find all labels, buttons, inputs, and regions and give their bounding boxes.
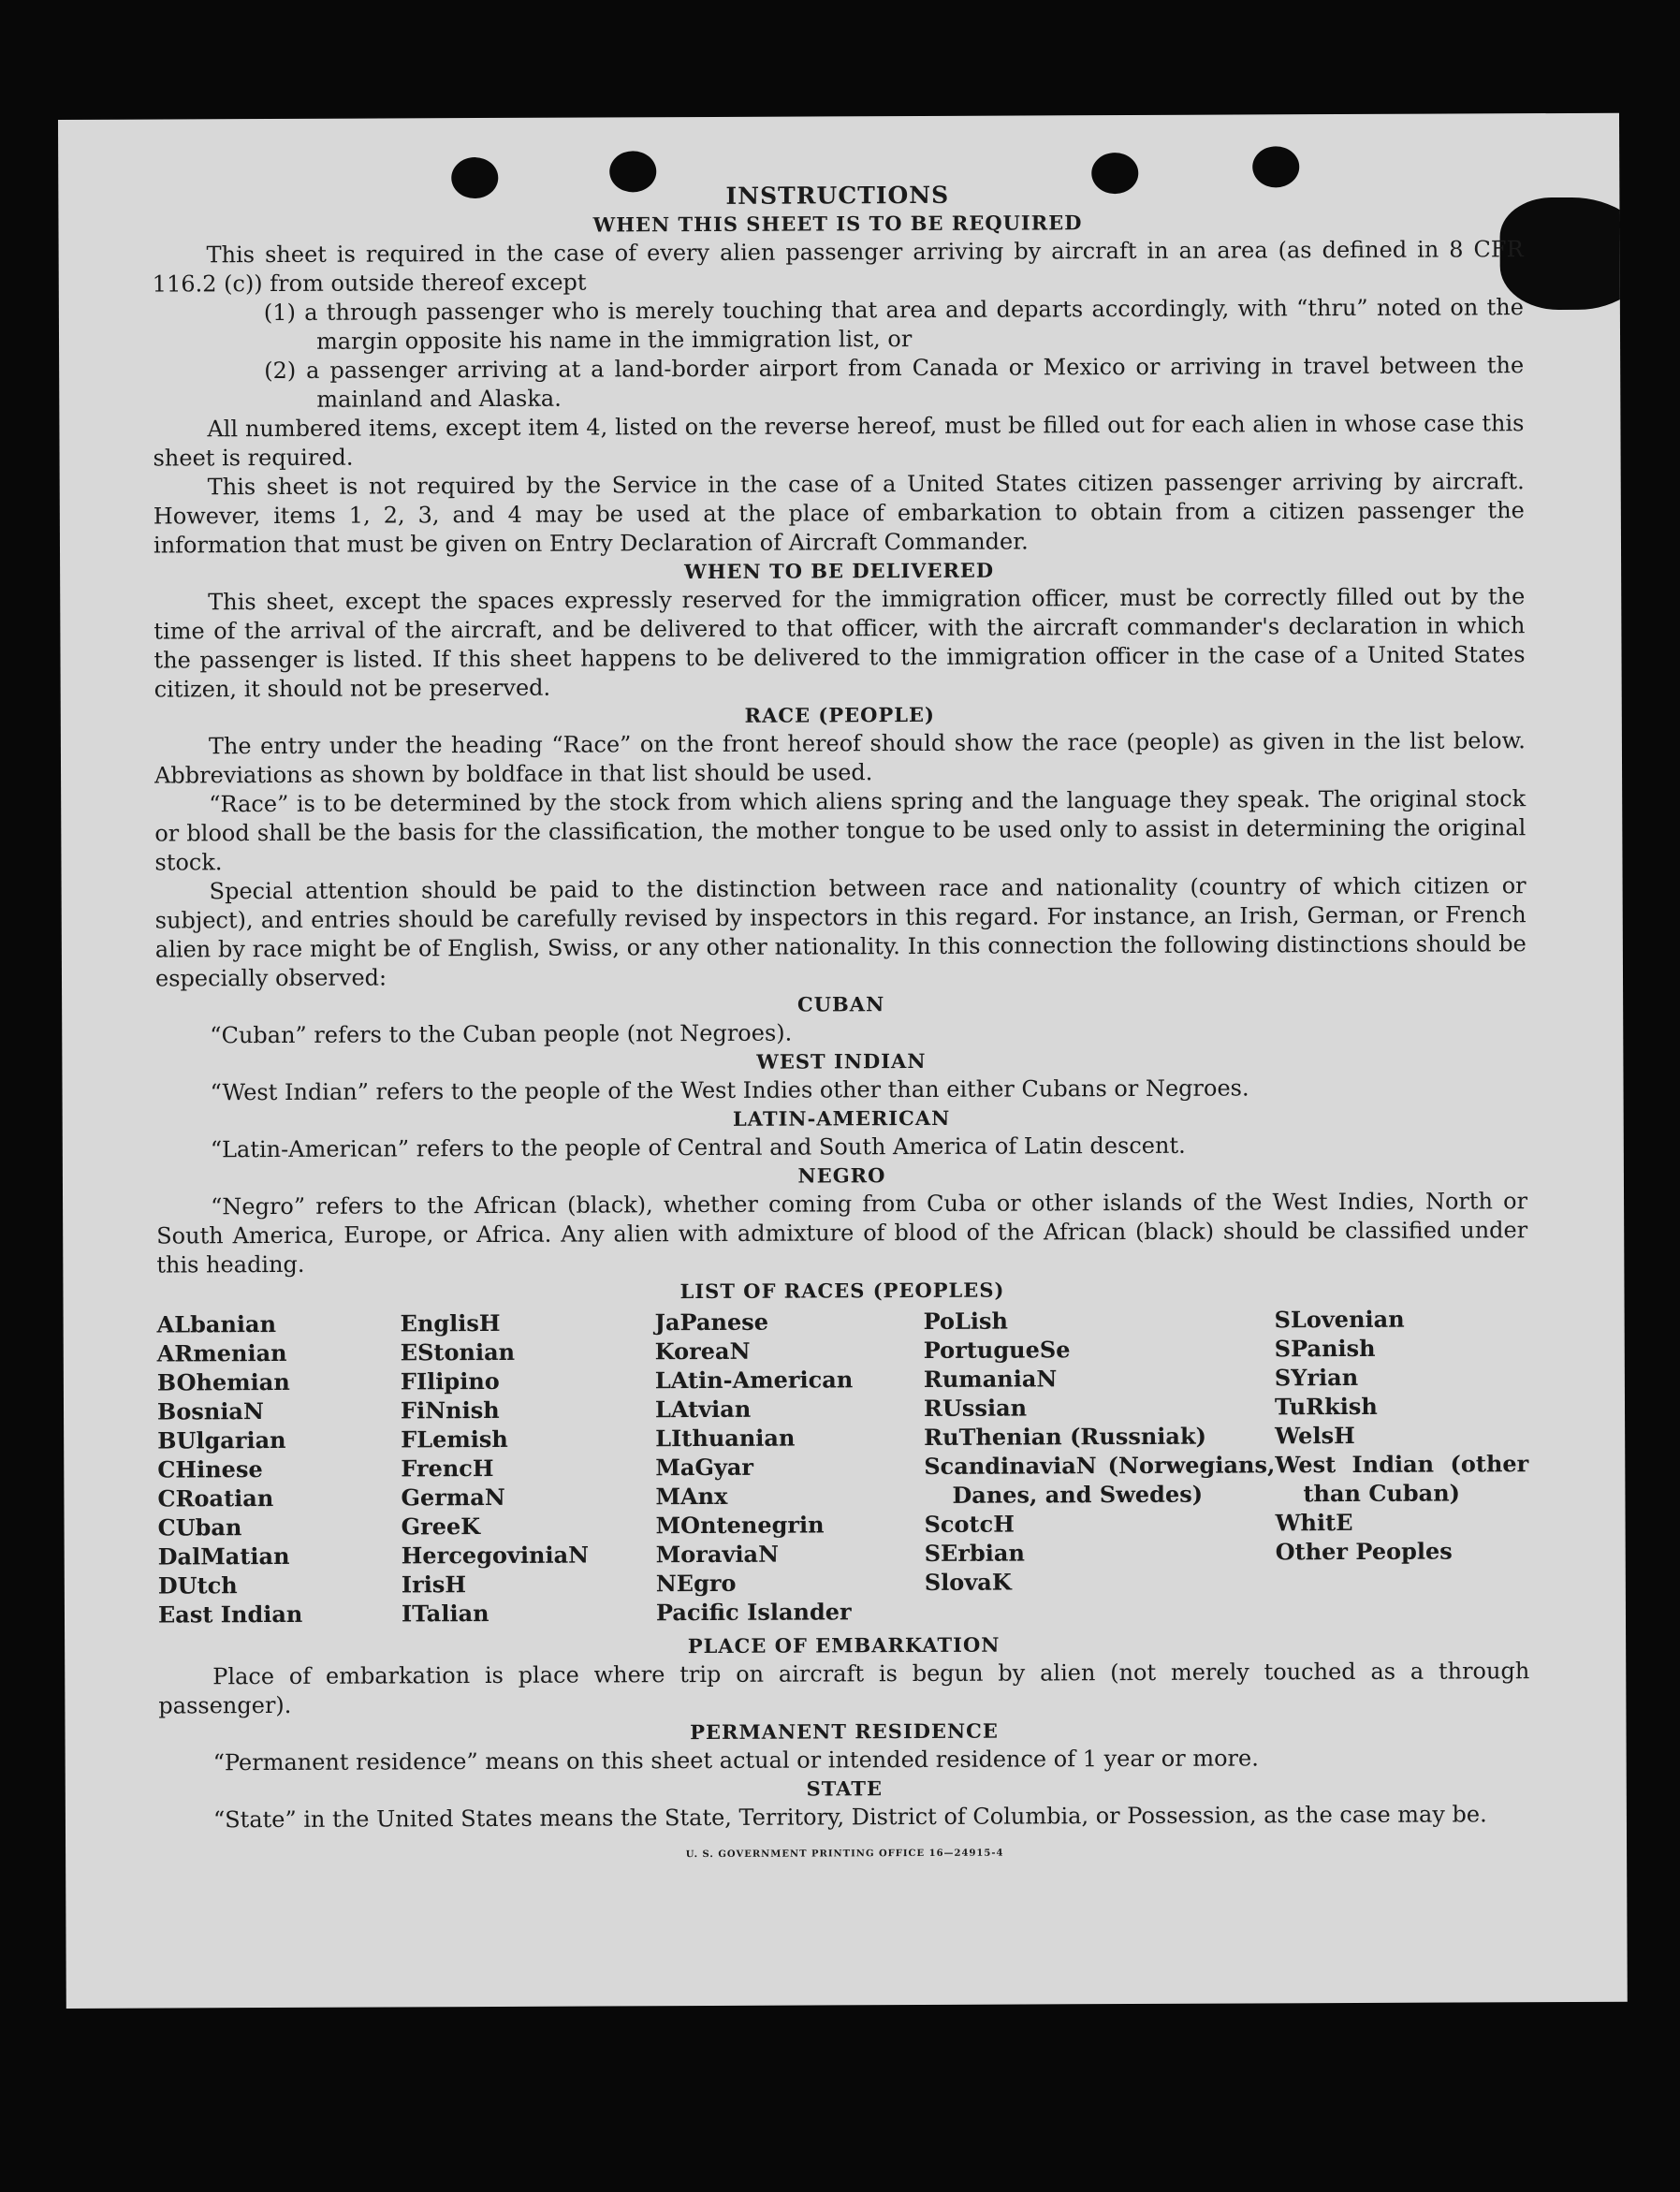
race-entry: FrencH	[401, 1454, 494, 1483]
section-heading: WHEN THIS SHEET IS TO BE REQUIRED	[592, 211, 1083, 237]
section-heading: CUBAN	[796, 992, 885, 1016]
definition: “State” in the United States means the State, Territory, District of Columbia, or Possession, as the case may be.	[212, 1801, 1487, 1834]
race-entry: BosniaN	[156, 1397, 264, 1425]
race-entry: MoraviaN	[655, 1540, 780, 1569]
section-heading: STATE	[806, 1776, 884, 1801]
section-heading: RACE (PEOPLE)	[744, 702, 935, 727]
section-heading: WHEN TO BE DELIVERED	[684, 558, 995, 584]
section-heading: WEST INDIAN	[756, 1048, 927, 1074]
race-entry: ITalian	[401, 1600, 489, 1628]
race-entry: SLovenian	[1274, 1305, 1405, 1334]
race-column	[401, 1308, 656, 1628]
race-entry: FIlipino	[400, 1366, 500, 1396]
definition: “Negro” refers to the African (black), whether coming from Cuba or other islands of the West Indies, North or South America, Europe, or Africa. Any alien with admixture of blood of the African (black) should be classified under this heading.	[156, 1188, 1528, 1279]
race-entry: SYrian	[1274, 1363, 1359, 1392]
paragraph: Special attention should be paid to the distinction between race and nationality (country of which citizen or subject), and entries should be carefully revised by inspectors in this regard. For instance, an Irish, German, or French alien by race might be of English, Swiss, or any other nationality. In this connection the following distinctions should be especially observed:	[154, 872, 1527, 992]
race-entry: CUban	[157, 1513, 242, 1542]
race-entry: MaGyar	[655, 1453, 754, 1482]
race-entry: RuThenian (Russniak)	[924, 1422, 1206, 1451]
race-entry: LIthuanian	[655, 1424, 796, 1453]
race-entry: East Indian	[157, 1600, 303, 1629]
race-column	[157, 1308, 402, 1629]
race-entry: IrisH	[401, 1571, 467, 1599]
exception-item: (2) a passenger arriving at a land-border airport from Canada or Mexico or arriving in travel between the mainland and Alaska.	[264, 352, 1525, 413]
race-entry: LAtin-American	[654, 1366, 854, 1395]
race-entry: JaPanese	[654, 1308, 769, 1337]
race-entry: West Indian (other than Cuban)	[1275, 1450, 1529, 1508]
race-column	[655, 1307, 925, 1627]
race-column	[1275, 1304, 1529, 1624]
race-entry: MOntenegrin	[655, 1511, 825, 1540]
definition: “Cuban” refers to the Cuban people (not Negroes).	[210, 1019, 793, 1049]
race-entry: Pacific Islander	[655, 1598, 852, 1627]
race-entry: EnglisH	[400, 1308, 501, 1337]
paragraph: The entry under the heading “Race” on the front hereof should show the race (people) as given in the list below. Abbreviations as shown by boldface in that list should be used.	[153, 727, 1526, 789]
race-entry: CRoatian	[157, 1484, 274, 1512]
race-entry: FLemish	[401, 1425, 508, 1454]
race-entry: TuRkish	[1274, 1392, 1378, 1421]
race-entry: LAtvian	[654, 1395, 752, 1424]
section-heading: LIST OF RACES (PEOPLES)	[679, 1278, 1005, 1304]
exception-item: (1) a through passenger who is merely touching that area and departs accordingly, with “thru” noted on the margin opposite his name in the immigration list, or	[263, 294, 1524, 355]
definition: “West Indian” refers to the people of the West Indies other than either Cubans or Negroes.	[210, 1074, 1249, 1106]
race-entry: SPanish	[1274, 1334, 1376, 1363]
paragraph: “Race” is to be determined by the stock from which aliens spring and the language they speak. The original stock or blood shall be the basis for the classification, the mother tongue to be used only to assist in determining the original stock.	[154, 785, 1527, 876]
section-heading: LATIN-AMERICAN	[732, 1105, 951, 1131]
race-entry: BOhemian	[156, 1367, 290, 1396]
race-entry: ScotcH	[924, 1510, 1015, 1538]
race-entry: GreeK	[401, 1512, 481, 1541]
race-entry: SlovaK	[924, 1568, 1012, 1596]
section-heading: NEGRO	[797, 1163, 886, 1188]
race-entry: ARmenian	[156, 1338, 287, 1367]
page-title: INSTRUCTIONS	[725, 181, 950, 210]
definition: “Latin-American” refers to the people of Central and South America of Latin descent.	[210, 1132, 1186, 1163]
definition: Place of embarkation is place where trip on aircraft is begun by alien (not merely touched as a through passenger).	[158, 1658, 1530, 1719]
race-entry: FiNnish	[400, 1396, 500, 1425]
race-entry: BUlgarian	[157, 1425, 286, 1454]
race-entry: PortugueSe	[923, 1336, 1071, 1364]
race-entry: SErbian	[924, 1539, 1025, 1567]
race-entry: RUssian	[923, 1394, 1028, 1422]
printer-imprint: U. S. GOVERNMENT PRINTING OFFICE 16—24915-4	[685, 1848, 1004, 1861]
race-entry: EStonian	[400, 1337, 516, 1366]
race-entry: WhitE	[1275, 1508, 1353, 1537]
paragraph: This sheet, except the spaces expressly reserved for the immigration officer, must be correctly filled out by the time of the arrival of the aircraft, and be delivered to that officer, with the aircraft commander's declaration in which the passenger is listed. If this sheet happens to be delivered to the immigration officer in the case of a United States citizen, it should not be preserved.	[153, 583, 1526, 703]
race-entry: GermaN	[401, 1483, 505, 1512]
race-entry: WelsH	[1275, 1421, 1355, 1450]
section-heading: PLACE OF EMBARKATION	[687, 1632, 1001, 1659]
race-entry: ALbanian	[156, 1309, 277, 1338]
paragraph: This sheet is not required by the Service in the case of a United States citizen passenger arriving by aircraft. However, items 1, 2, 3, and 4 may be used at the place of embarkation to obtain from a citizen passenger the information that must be given on Entry Declaration of Aircraft Commander.	[153, 468, 1525, 559]
race-entry: KoreaN	[654, 1337, 751, 1366]
definition: “Permanent residence” means on this sheet actual or intended residence of 1 year or more.	[212, 1745, 1259, 1776]
race-entry: PoLish	[923, 1307, 1009, 1335]
race-list	[157, 1304, 1529, 1629]
race-entry: NEgro	[655, 1569, 737, 1598]
race-entry: Other Peoples	[1275, 1537, 1453, 1566]
instructions-body	[152, 179, 1530, 1871]
paragraph: All numbered items, except item 4, listed on the reverse hereof, must be filled out for each alien in whose case this sheet is required.	[153, 410, 1525, 472]
race-entry: MAnx	[655, 1482, 728, 1511]
race-column	[924, 1305, 1276, 1626]
paragraph: This sheet is required in the case of every alien passenger arriving by aircraft in an area (as defined in 8 CFR 116.2 (c)) from outside thereof except	[152, 236, 1524, 298]
race-entry: CHinese	[157, 1455, 263, 1483]
document-sheet	[58, 113, 1628, 2009]
race-entry: HercegoviniaN	[401, 1541, 590, 1570]
section-heading: PERMANENT RESIDENCE	[690, 1718, 999, 1745]
race-entry: DUtch	[157, 1571, 238, 1600]
race-entry: RumaniaN	[923, 1365, 1058, 1393]
race-entry: DalMatian	[157, 1542, 290, 1571]
race-entry: ScandinaviaN (Norwegians, Danes, and Swedes)	[924, 1451, 1276, 1509]
